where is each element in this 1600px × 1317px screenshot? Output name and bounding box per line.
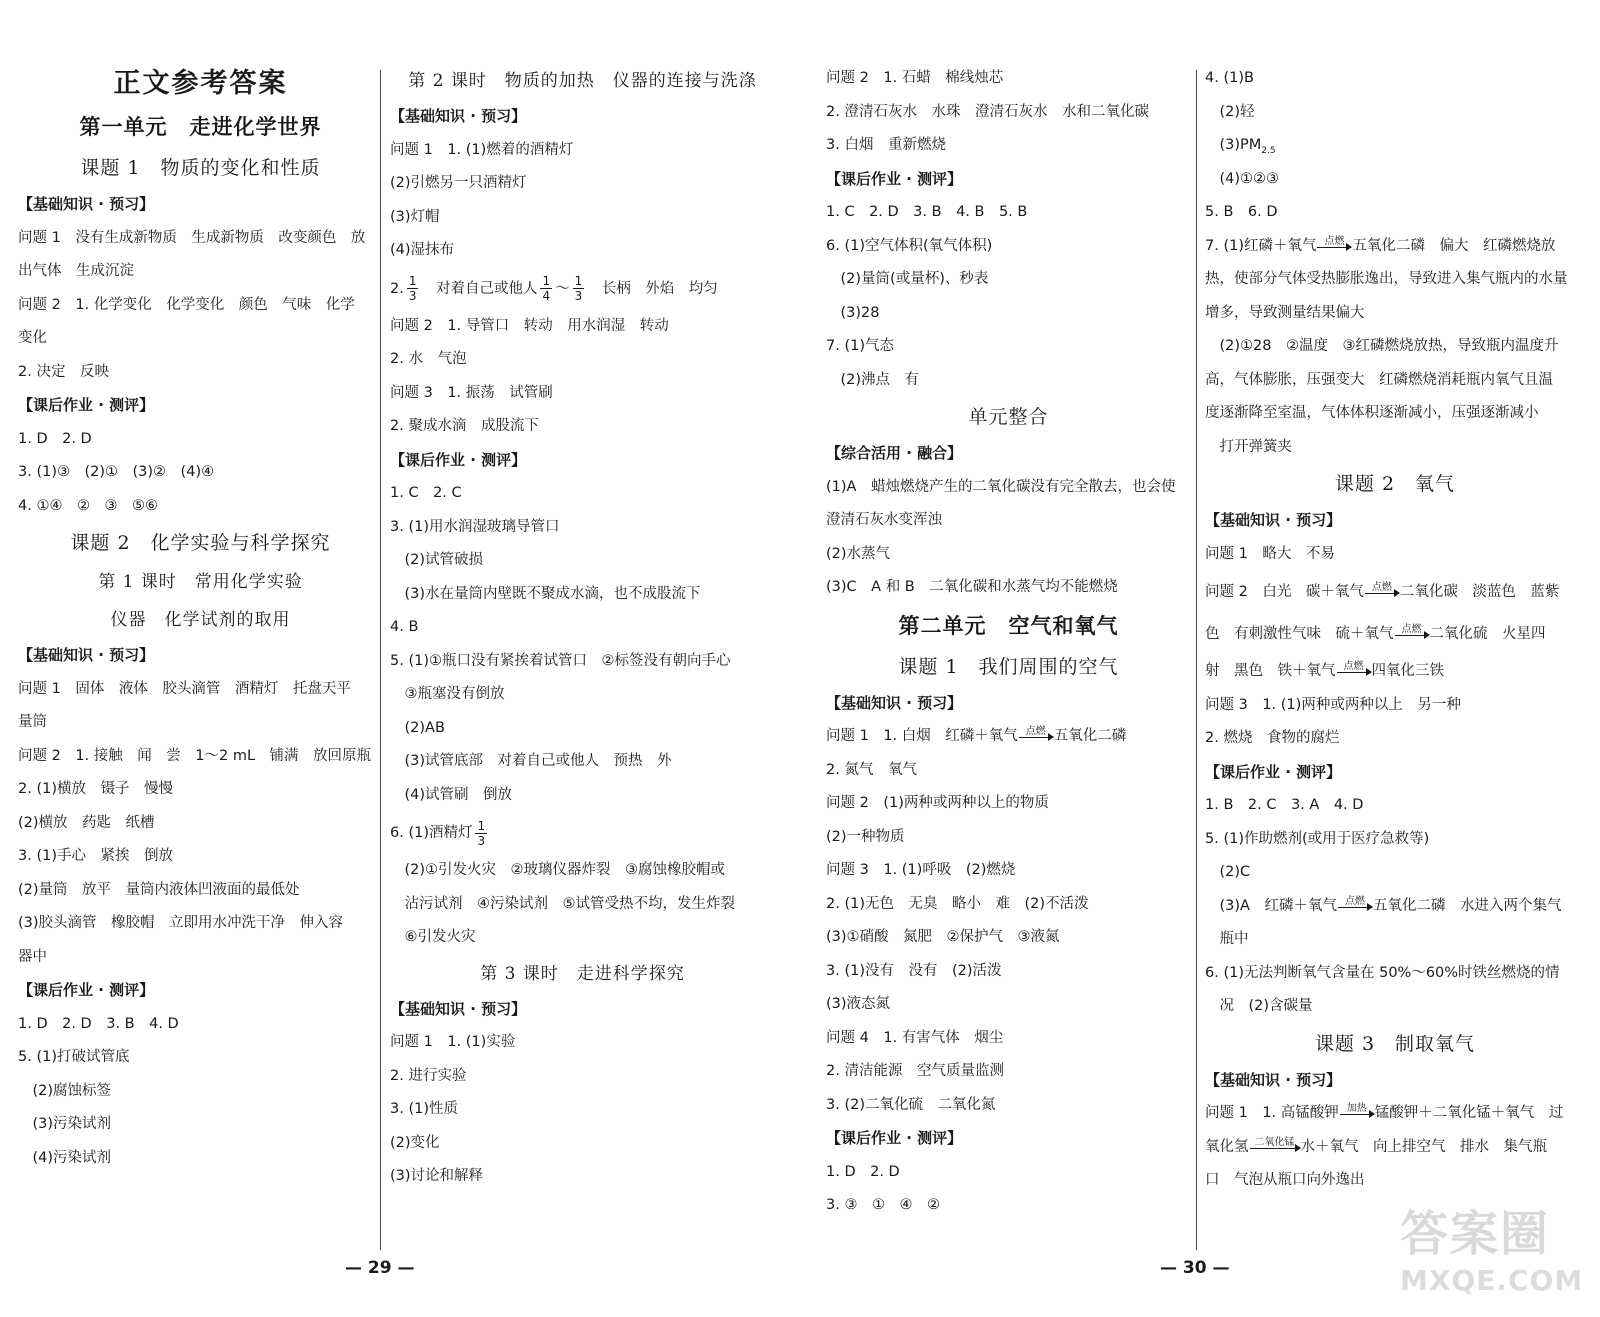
page-title: 正文参考答案 — [113, 68, 288, 99]
answer-line: 问题 2 1. 石蜡 棉线烛芯 — [826, 70, 1004, 86]
reaction-arrow — [1337, 661, 1371, 681]
fraction-denominator: 3 — [408, 289, 417, 303]
answer-line-equation — [1205, 655, 1585, 689]
answer-line-equation — [1205, 1131, 1585, 1165]
section-heading: 【基础知识 · 预习】 — [18, 646, 155, 664]
column-divider — [380, 70, 381, 1250]
arrow-icon — [1250, 1148, 1300, 1149]
topic-heading: 课题 1 物质的变化和性质 — [80, 157, 321, 179]
answer-line: 问题 2 1. 导管口 转动 用水润湿 转动 — [390, 317, 669, 334]
answer-line: 问题 2 1. 接触 闻 尝 1～2 mL 铺满 放回原瓶 — [18, 747, 372, 764]
section-heading: 【课后作业 · 测评】 — [18, 396, 155, 414]
answer-line: 出气体 生成沉淀 — [18, 263, 134, 279]
answer-line: 1. B 2. C 3. A 4. D — [1205, 797, 1364, 813]
answer-line: 3. ③ ① ④ ② — [826, 1197, 940, 1213]
answer-text: 问题 1 1. 高锰酸钾 — [1205, 1105, 1339, 1121]
answer-line: (4)污染试剂 — [18, 1149, 112, 1166]
fraction — [540, 274, 552, 303]
answer-line: 4. (1)B — [1205, 70, 1254, 86]
answer-line: (4)试管刷 倒放 — [390, 786, 513, 803]
arrow-icon — [1365, 593, 1399, 594]
answer-line: (4)湿抹布 — [390, 242, 455, 258]
answer-line-fractions — [390, 268, 775, 310]
answer-line: (2)腐蚀标签 — [18, 1082, 112, 1099]
topic-heading: 课题 2 氧气 — [1334, 473, 1456, 495]
arrow-icon — [1338, 907, 1372, 908]
arrow-icon — [1395, 635, 1429, 636]
answer-line: 1. D 2. D — [18, 430, 92, 447]
answer-line: 问题 3 1. (1)呼吸 (2)燃烧 — [826, 862, 1016, 878]
column-2 — [390, 62, 775, 1194]
answer-line: 变化 — [18, 330, 47, 346]
answer-line-equation — [1205, 571, 1585, 613]
reaction-condition: 点燃 — [1324, 235, 1345, 247]
answer-text: 水＋氧气 向上排空气 排水 集气瓶 — [1300, 1138, 1547, 1155]
answer-text: 射 黑色 铁＋氧气 — [1205, 663, 1336, 679]
section-heading: 【基础知识 · 预习】 — [826, 693, 963, 712]
section-heading: 【基础知识 · 预习】 — [18, 195, 155, 213]
column-4 — [1205, 62, 1585, 1198]
answer-line-equation — [826, 720, 1191, 754]
answer-line: 问题 1 固体 液体 胶头滴管 酒精灯 托盘天平 — [18, 680, 351, 697]
fraction-denominator: 4 — [542, 289, 551, 303]
answer-line: 问题 1 略大 不易 — [1205, 545, 1335, 562]
answer-line: 问题 3 1. (1)两种或两种以上 另一种 — [1205, 696, 1461, 713]
answer-line: (2)水蒸气 — [826, 545, 891, 562]
reaction-condition: 点燃 — [1401, 624, 1422, 635]
answer-line: ⑥引发火灾 — [390, 929, 476, 945]
answer-line: 6. (1)空气体积(氧气体积) — [826, 237, 993, 254]
answer-line: (3)C A 和 B 二氧化碳和水蒸气均不能燃烧 — [826, 579, 1118, 595]
section-heading: 【综合活用 · 融合】 — [826, 444, 963, 462]
reaction-condition: 点燃 — [1371, 582, 1392, 593]
answer-text: 五氧化二磷 — [1053, 728, 1127, 744]
answer-line: (2)试管破损 — [390, 552, 484, 568]
answer-line: 量筒 — [18, 714, 47, 730]
answer-line: (2)①28 ②温度 ③红磷燃烧放热，导致瓶内温度升 — [1205, 338, 1559, 354]
arrow-icon — [1317, 247, 1351, 248]
answer-line: 2. 聚成水滴 成股流下 — [390, 418, 539, 434]
section-heading: 【课后作业 · 测评】 — [826, 169, 963, 188]
answer-text: 7. (1)红磷＋氧气 — [1205, 237, 1317, 254]
answer-line: (4)①②③ — [1205, 170, 1280, 187]
topic-heading: 课题 1 我们周围的空气 — [898, 655, 1119, 678]
answer-text: 氧化氢 — [1205, 1138, 1249, 1155]
section-heading: 【课后作业 · 测评】 — [826, 1129, 963, 1147]
answer-line: 4. B — [390, 619, 419, 635]
answer-line: 2. 进行实验 — [390, 1067, 467, 1084]
answer-line: 5. (1)打破试管底 — [18, 1049, 130, 1065]
subscript: 2.5 — [1261, 145, 1276, 156]
answer-line: 1. D 2. D 3. B 4. D — [18, 1015, 179, 1032]
answer-line: 2. 澄清石灰水 水珠 澄清石灰水 水和二氧化碳 — [826, 103, 1149, 120]
reaction-condition: 加热 — [1346, 1103, 1367, 1114]
answer-line: 问题 1 1. (1)实验 — [390, 1034, 516, 1050]
page-number-left: — 29 — — [345, 1258, 415, 1278]
answer-line: (3)①硝酸 氮肥 ②保护气 ③液氮 — [826, 929, 1060, 945]
answer-line: 口 气泡从瓶口向外逸出 — [1205, 1172, 1365, 1188]
answer-line: (3)28 — [826, 304, 880, 321]
answer-text: 五氧化二磷 偏大 红磷燃烧放 — [1352, 237, 1556, 254]
answer-line: (2)轻 — [1205, 103, 1255, 120]
answer-line: 3. (1)没有 没有 (2)活泼 — [826, 962, 1002, 979]
answer-line-fraction — [390, 812, 775, 854]
section-heading: 【课后作业 · 测评】 — [1205, 762, 1342, 781]
answer-line: 瓶中 — [1205, 931, 1249, 947]
answer-line-equation — [1205, 890, 1585, 924]
reaction-arrow — [1317, 236, 1351, 256]
answer-text: (3)PM — [1205, 137, 1262, 153]
reaction-condition: 点燃 — [1343, 661, 1364, 672]
fraction-numerator: 1 — [542, 274, 551, 288]
reaction-condition: 点燃 — [1344, 895, 1365, 907]
answer-line: 1. C 2. C — [390, 485, 462, 501]
answer-line: (2)变化 — [390, 1134, 440, 1151]
answer-line: 5. (1)①瓶口没有紧挨着试管口 ②标签没有朝向手心 — [390, 652, 731, 669]
answer-line: (2)AB — [390, 719, 445, 736]
answer-line: (2)一种物质 — [826, 828, 905, 845]
answer-text: 2. — [390, 280, 404, 297]
fraction-numerator: 1 — [574, 274, 583, 288]
answer-line: 2. 氮气 氧气 — [826, 761, 917, 778]
answer-text: 二氧化碳 淡蓝色 蓝紫 — [1399, 584, 1560, 600]
answer-line: (2)①引发火灾 ②玻璃仪器炸裂 ③腐蚀橡胶帽或 — [390, 862, 726, 878]
fraction-numerator: 1 — [477, 818, 486, 833]
answer-line: 澄清石灰水变浑浊 — [826, 512, 942, 528]
answer-line: 2. (1)无色 无臭 略小 难 (2)不活泼 — [826, 895, 1089, 912]
answer-line-subscript — [1205, 129, 1585, 163]
answer-line: 3. (1)手心 紧挨 倒放 — [18, 848, 173, 864]
fraction-denominator: 3 — [574, 289, 583, 303]
lesson-heading: 仪器 化学试剂的取用 — [110, 610, 291, 630]
answer-line: 度逐渐降至室温，气体体积逐渐减小，压强逐渐减小 — [1205, 405, 1539, 421]
answer-line: 问题 4 1. 有害气体 烟尘 — [826, 1029, 1004, 1046]
answer-text: 问题 2 白光 碳＋氧气 — [1205, 584, 1364, 600]
answer-line: 3. 白烟 重新燃烧 — [826, 137, 946, 153]
reaction-arrow — [1340, 1103, 1374, 1123]
reaction-condition: 点燃 — [1025, 726, 1046, 737]
answer-line: 问题 2 1. 化学变化 化学变化 颜色 气味 化学 — [18, 296, 355, 313]
answer-line: (2)量筒 放平 量筒内液体凹液面的最低处 — [18, 881, 300, 898]
answer-text: 色 有刺激性气味 硫＋氧气 — [1205, 626, 1394, 642]
topic-heading: 课题 3 制取氧气 — [1314, 1032, 1476, 1055]
answer-line: 3. (2)二氧化硫 二氧化氮 — [826, 1096, 996, 1113]
answer-line: 问题 1 1. (1)燃着的酒精灯 — [390, 141, 574, 158]
answer-line-equation — [1205, 230, 1585, 264]
topic-heading: 课题 2 化学实验与科学探究 — [70, 532, 331, 554]
answer-line-equation — [1205, 613, 1585, 655]
answer-line: 问题 3 1. 振荡 试管刷 — [390, 384, 553, 401]
answer-line: 2. 水 气泡 — [390, 351, 467, 367]
answer-text: 问题 1 1. 白烟 红磷＋氧气 — [826, 728, 1018, 744]
section-heading: 【基础知识 · 预习】 — [1205, 1070, 1342, 1089]
lesson-heading: 第 3 课时 走进科学探究 — [480, 963, 685, 984]
answer-line: 况 (2)含碳量 — [1205, 998, 1313, 1014]
arrow-icon — [1337, 672, 1371, 673]
section-heading: 【基础知识 · 预习】 — [1205, 511, 1342, 529]
arrow-icon — [1019, 737, 1053, 738]
answer-text: 锰酸钾＋二氧化锰＋氧气 过 — [1374, 1105, 1564, 1121]
unit-heading: 第二单元 空气和氧气 — [898, 612, 1119, 638]
answer-line: (3)液态氮 — [826, 996, 891, 1012]
column-1 — [18, 62, 383, 1175]
answer-line: 3. (1)性质 — [390, 1101, 458, 1117]
answer-line: 沾污试剂 ④污染试剂 ⑤试管受热不均，发生炸裂 — [390, 895, 735, 912]
answer-line: 6. (1)无法判断氧气含量在 50%～60%时铁丝燃烧的情 — [1205, 964, 1560, 981]
answer-line: (3)污染试剂 — [18, 1116, 112, 1132]
integration-heading: 单元整合 — [968, 406, 1049, 428]
answer-line: 问题 2 (1)两种或两种以上的物质 — [826, 795, 1049, 811]
answer-line: 2. 清洁能源 空气质量监测 — [826, 1063, 1004, 1079]
answer-line: (2)量筒(或量杯)、秒表 — [826, 271, 989, 287]
answer-line: (2)沸点 有 — [826, 371, 920, 388]
answer-text: 四氧化三铁 — [1371, 663, 1444, 679]
reaction-arrow — [1338, 896, 1372, 916]
section-heading: 【课后作业 · 测评】 — [18, 981, 155, 999]
answer-line: (3)灯帽 — [390, 208, 440, 225]
answer-line: (2)C — [1205, 864, 1251, 880]
answer-line: 7. (1)气态 — [826, 338, 894, 354]
answer-line: (3)水在量筒内壁既不聚成水滴，也不成股流下 — [390, 585, 701, 602]
section-heading: 【课后作业 · 测评】 — [390, 450, 527, 469]
answer-line-equation — [1205, 1097, 1585, 1131]
watermark-url: MXQE.COM — [1400, 1264, 1584, 1297]
fraction-denominator: 3 — [477, 833, 486, 848]
reaction-arrow — [1019, 726, 1053, 746]
unit-heading: 第一单元 走进化学世界 — [79, 114, 322, 139]
fraction — [573, 274, 585, 303]
answer-line: 3. (1)用水润湿玻璃导管口 — [390, 518, 560, 535]
answer-line: (2)引燃另一只酒精灯 — [390, 175, 527, 191]
answer-line: 增多，导致测量结果偏大 — [1205, 304, 1365, 321]
answer-line: (3)试管底部 对着自己或他人 预热 外 — [390, 753, 672, 769]
fraction-numerator: 1 — [408, 274, 417, 288]
answer-line: 2. (1)横放 镊子 慢慢 — [18, 781, 173, 797]
answer-line: 2. 决定 反映 — [18, 363, 109, 380]
answer-text: ～ — [555, 280, 570, 297]
answer-text: 6. (1)酒精灯 — [390, 825, 473, 841]
answer-line: (1)A 蜡烛燃烧产生的二氧化碳没有完全散去，也会使 — [826, 478, 1176, 495]
answer-text: 五氧化二磷 水进入两个集气 — [1372, 897, 1562, 914]
reaction-arrow — [1395, 624, 1429, 644]
answer-line: 器中 — [18, 948, 47, 965]
section-heading: 【基础知识 · 预习】 — [390, 999, 527, 1018]
answer-text: 二氧化硫 火星四 — [1429, 626, 1546, 642]
watermark-logo — [1400, 1195, 1584, 1305]
fraction — [475, 819, 487, 848]
reaction-arrow — [1365, 582, 1399, 602]
answer-line: (3)胶头滴管 橡胶帽 立即用水冲洗干净 伸入容 — [18, 915, 344, 931]
reaction-arrow — [1250, 1137, 1300, 1157]
answer-line: 5. B 6. D — [1205, 204, 1278, 220]
fraction — [407, 274, 419, 303]
page-number-right: — 30 — — [1160, 1258, 1230, 1278]
answer-line: 3. (1)③ (2)① (3)② (4)④ — [18, 464, 215, 480]
answer-line: (3)讨论和解释 — [390, 1168, 484, 1184]
answer-text: 长柄 外焰 均匀 — [587, 280, 718, 297]
answer-line: ③瓶塞没有倒放 — [390, 686, 505, 702]
lesson-heading: 第 1 课时 常用化学实验 — [98, 572, 303, 592]
column-3 — [826, 62, 1191, 1223]
answer-text: 对着自己或他人 — [421, 280, 538, 297]
reaction-condition: 二氧化锰 — [1254, 1136, 1295, 1148]
answer-line: 1. C 2. D 3. B 4. B 5. B — [826, 204, 1028, 220]
answer-line: 4. ①④ ② ③ ⑤⑥ — [18, 497, 158, 514]
answer-line: 2. 燃烧 食物的腐烂 — [1205, 730, 1340, 746]
arrow-icon — [1340, 1114, 1374, 1115]
answer-line: 打开弹簧夹 — [1205, 438, 1292, 455]
answer-line: 问题 1 没有生成新物质 生成新物质 改变颜色 放 — [18, 229, 366, 246]
answer-text: (3)A 红磷＋氧气 — [1205, 897, 1337, 914]
answer-line: 5. (1)作助燃剂(或用于医疗急救等) — [1205, 830, 1430, 847]
answer-line: 1. D 2. D — [826, 1163, 900, 1180]
answer-line: 高，气体膨胀，压强变大 红磷燃烧消耗瓶内氧气且温 — [1205, 371, 1553, 388]
answer-line: 热，使部分气体受热膨胀逸出，导致进入集气瓶内的水量 — [1205, 271, 1568, 287]
lesson-heading: 第 2 课时 物质的加热 仪器的连接与洗涤 — [408, 71, 757, 91]
column-divider — [1196, 70, 1197, 1250]
watermark-text: 答案圈 — [1400, 1206, 1551, 1262]
section-heading: 【基础知识 · 预习】 — [390, 107, 527, 125]
answer-line: (2)横放 药匙 纸槽 — [18, 814, 155, 831]
